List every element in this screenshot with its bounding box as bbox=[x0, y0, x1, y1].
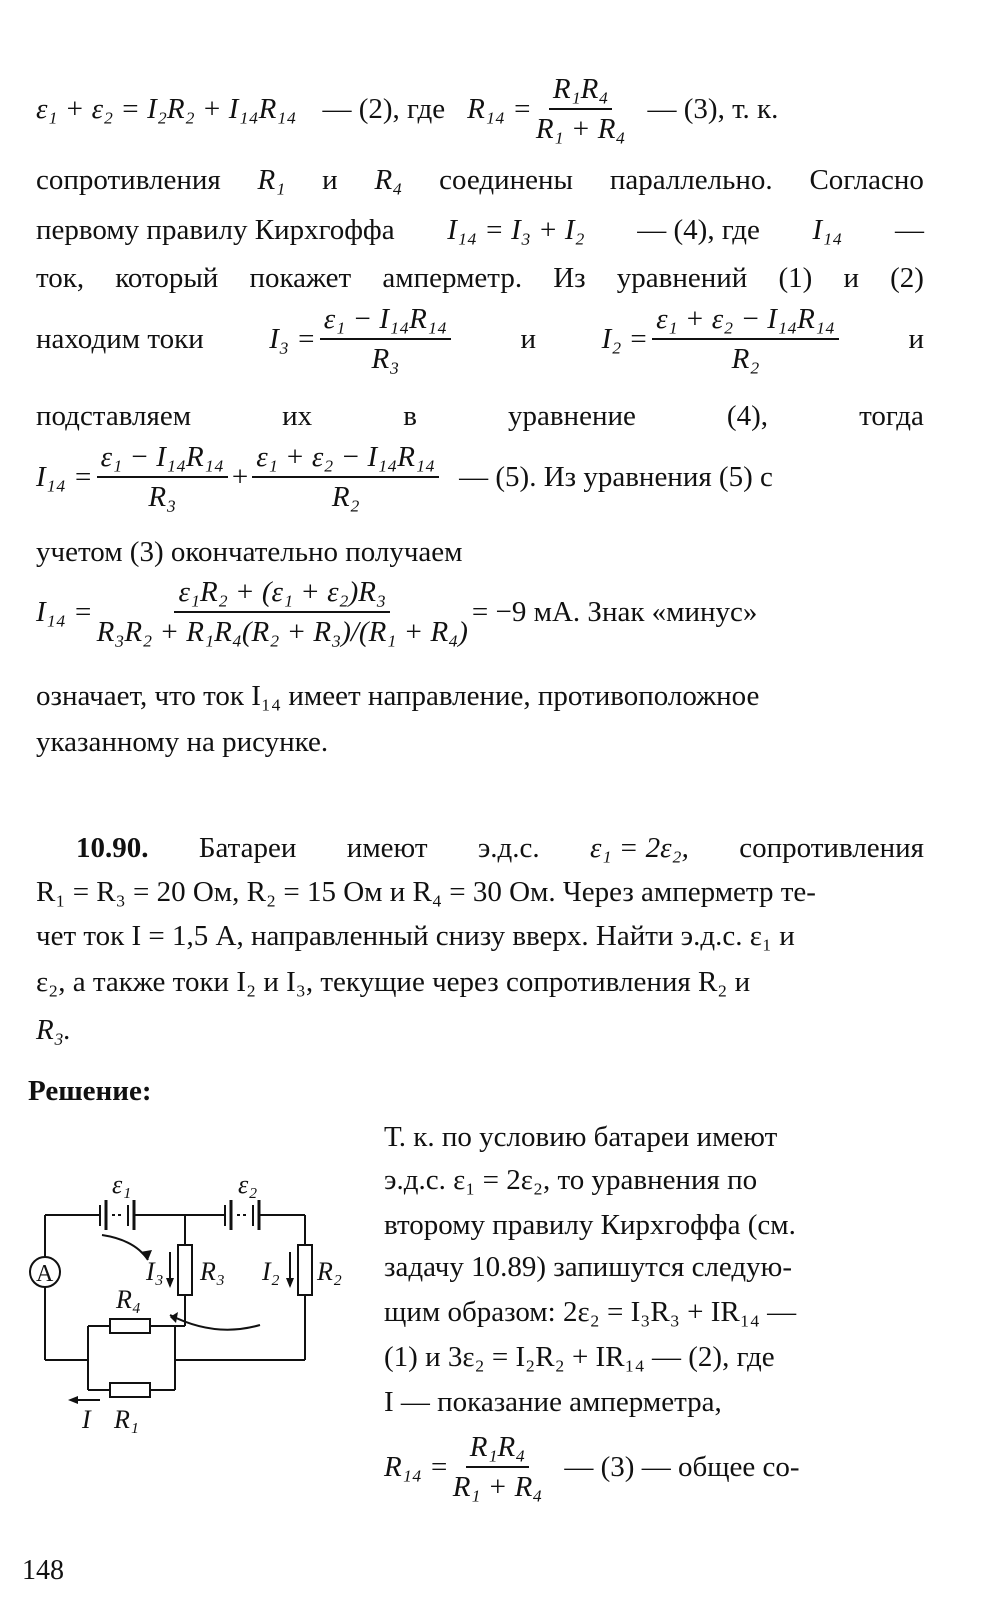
word: уравнений bbox=[616, 262, 748, 294]
word: покажет bbox=[249, 262, 352, 294]
solution-line-5: щим образом: 2ε₂ = I₃R₃ + IR₁₄ — bbox=[384, 1296, 797, 1328]
word: сопротивления bbox=[739, 832, 924, 864]
word: имеют bbox=[346, 832, 428, 864]
final-result: = −9 мА. Знак «минус» bbox=[471, 596, 758, 628]
word: и bbox=[322, 164, 338, 196]
i3-numerator: ε₁ − I₁₄R₁₄ bbox=[320, 302, 451, 340]
equation-line-currents bbox=[36, 302, 924, 376]
word: Из bbox=[553, 262, 586, 294]
text-line-finally: учетом (3) окончательно получаем bbox=[36, 536, 463, 568]
resistor-r2-icon bbox=[298, 1245, 312, 1295]
solution-r14-fraction bbox=[453, 1430, 543, 1504]
problem-line-3: чет ток I = 1,5 А, направленный снизу вверх. Найти э.д.с. ε₁ и bbox=[36, 920, 795, 952]
final-lhs: I₁₄ = bbox=[36, 596, 93, 628]
label-ammeter: A bbox=[36, 1261, 54, 1287]
i3-denominator: R₃ bbox=[371, 343, 400, 375]
equation-line-5 bbox=[36, 440, 924, 514]
word: уравнение bbox=[507, 400, 636, 432]
final-denominator: R₃R₂ + R₁R₄(R₂ + R₃)/(R₁ + R₄) bbox=[96, 616, 468, 648]
i14-fraction-1 bbox=[97, 440, 228, 514]
word: ε₁ = 2ε₂, bbox=[590, 832, 689, 864]
word: (2) bbox=[890, 262, 924, 294]
solution-r14-denominator: R₁ + R₄ bbox=[452, 1471, 543, 1503]
final-numerator: ε₁R₂ + (ε₁ + ε₂)R₃ bbox=[174, 575, 390, 613]
find-currents-text: находим токи bbox=[36, 323, 204, 355]
label-r2: R₂ bbox=[317, 1257, 342, 1286]
i2-lhs: I₂ = bbox=[601, 323, 649, 355]
text-line-substitute bbox=[36, 396, 924, 436]
word: — (4), где bbox=[637, 214, 760, 246]
i2-formula bbox=[602, 302, 843, 376]
problem-line-4: ε₂, а также токи I₂ и I₃, текущие через сопротивления R₂ и bbox=[36, 966, 751, 998]
equation-line-2 bbox=[36, 72, 924, 146]
r14-tag: — (3), т. к. bbox=[647, 93, 779, 125]
word: R₁ bbox=[257, 164, 286, 196]
solution-line-2: э.д.с. ε₁ = 2ε₂, то уравнения по bbox=[384, 1164, 758, 1196]
equation-2: ε₁ + ε₂ = I₂R₂ + I₁₄R₁₄ bbox=[36, 93, 297, 125]
and-word: и bbox=[520, 323, 537, 355]
label-r1: R₁ bbox=[114, 1405, 139, 1434]
curved-arrow-icon bbox=[170, 1315, 260, 1330]
i2-fraction bbox=[652, 302, 839, 376]
word: Согласно bbox=[809, 164, 924, 196]
problem-line-2: R₁ = R₃ = 20 Ом, R₂ = 15 Ом и R₄ = 30 Ом. Через амперметр те- bbox=[36, 876, 816, 908]
problem-number: 10.90. bbox=[76, 832, 149, 864]
i14-f1-denominator: R₃ bbox=[148, 481, 177, 513]
r14-numerator: R₁R₄ bbox=[549, 72, 613, 110]
solution-r14-line bbox=[384, 1430, 900, 1504]
word: в bbox=[403, 400, 417, 432]
i14-lhs: I₁₄ = bbox=[36, 461, 93, 493]
solution-line-6: (1) и 3ε₂ = I₂R₂ + IR₁₄ — (2), где bbox=[384, 1341, 775, 1373]
label-i3: I₃ bbox=[146, 1257, 164, 1286]
page-number: 148 bbox=[22, 1555, 64, 1586]
solution-r14-tag: — (3) — общее со- bbox=[564, 1451, 800, 1483]
solution-line-4: задачу 10.89) запишутся следую- bbox=[384, 1251, 792, 1283]
i3-fraction bbox=[320, 302, 451, 376]
word: первому правилу Кирхгоффа bbox=[36, 214, 395, 246]
solution-line-1: Т. к. по условию батареи имеют bbox=[384, 1121, 778, 1153]
word: сопротивления bbox=[36, 164, 221, 196]
text-line-parallel bbox=[36, 160, 924, 200]
text-line-minus-meaning: означает, что ток I₁₄ имеет направление, противоположное bbox=[36, 680, 760, 712]
label-e1: ε₁ bbox=[112, 1170, 132, 1199]
r14-lhs: R₁₄ = bbox=[467, 93, 532, 125]
battery-e2-icon bbox=[225, 1200, 265, 1230]
word: э.д.с. bbox=[477, 832, 540, 864]
word: параллельно. bbox=[609, 164, 773, 196]
circuit-diagram bbox=[20, 1160, 370, 1450]
label-i: I bbox=[82, 1405, 91, 1434]
solution-r14-numerator: R₁R₄ bbox=[466, 1430, 530, 1468]
i14-f2-denominator: R₂ bbox=[331, 481, 360, 513]
word: подставляем bbox=[36, 400, 192, 432]
curved-arrow-icon bbox=[102, 1235, 148, 1260]
label-r3: R₃ bbox=[200, 1257, 225, 1286]
resistor-r4-icon bbox=[110, 1319, 150, 1333]
word: (4), bbox=[726, 400, 768, 432]
equation-2-tag: — (2), где bbox=[322, 93, 446, 125]
word: (1) bbox=[778, 262, 813, 294]
plus-sign: + bbox=[231, 461, 249, 493]
problem-line-5: R₃. bbox=[36, 1014, 72, 1046]
equation-line-final bbox=[36, 575, 924, 649]
r14-fraction bbox=[536, 72, 626, 146]
i3-formula bbox=[269, 302, 455, 376]
word: — bbox=[894, 214, 924, 246]
resistor-r3-icon bbox=[178, 1245, 192, 1295]
word: соединены bbox=[439, 164, 573, 196]
i3-lhs: I₃ = bbox=[269, 323, 316, 355]
r14-denominator: R₁ + R₄ bbox=[535, 113, 626, 145]
word: R₄ bbox=[374, 164, 403, 196]
problem-line-1 bbox=[36, 828, 924, 868]
equation-5-tag: — (5). Из уравнения (5) с bbox=[459, 461, 773, 493]
label-r4: R₄ bbox=[116, 1285, 141, 1314]
i14-f2-numerator: ε₁ + ε₂ − I₁₄R₁₄ bbox=[252, 440, 439, 478]
solution-line-3: второму правилу Кирхгоффа (см. bbox=[384, 1209, 796, 1241]
word: и bbox=[843, 262, 859, 294]
i2-numerator: ε₁ + ε₂ − I₁₄R₁₄ bbox=[652, 302, 839, 340]
word: который bbox=[115, 262, 219, 294]
text-line-ammeter bbox=[36, 258, 924, 298]
text-line-kirchhoff bbox=[36, 210, 924, 250]
battery-e1-icon bbox=[100, 1200, 140, 1230]
word: I₁₄ bbox=[812, 214, 843, 246]
and-word-end: и bbox=[908, 323, 924, 355]
text-line-on-figure: указанному на рисунке. bbox=[36, 726, 329, 758]
i2-denominator: R₂ bbox=[731, 343, 760, 375]
solution-line-7: I — показание амперметра, bbox=[384, 1386, 722, 1418]
label-i2: I₂ bbox=[262, 1257, 280, 1286]
word: их bbox=[282, 400, 313, 432]
label-e2: ε₂ bbox=[238, 1170, 258, 1199]
resistor-r1-icon bbox=[110, 1383, 150, 1397]
word: тогда bbox=[859, 400, 924, 432]
solution-r14-lhs: R₁₄ = bbox=[384, 1451, 449, 1483]
word: I₁₄ = I₃ + I₂ bbox=[447, 214, 585, 246]
final-fraction bbox=[97, 575, 468, 649]
word: амперметр. bbox=[382, 262, 523, 294]
i14-fraction-2 bbox=[252, 440, 439, 514]
word: ток, bbox=[36, 262, 85, 294]
i14-f1-numerator: ε₁ − I₁₄R₁₄ bbox=[97, 440, 228, 478]
word: Батареи bbox=[198, 832, 297, 864]
solution-heading: Решение: bbox=[28, 1075, 152, 1107]
